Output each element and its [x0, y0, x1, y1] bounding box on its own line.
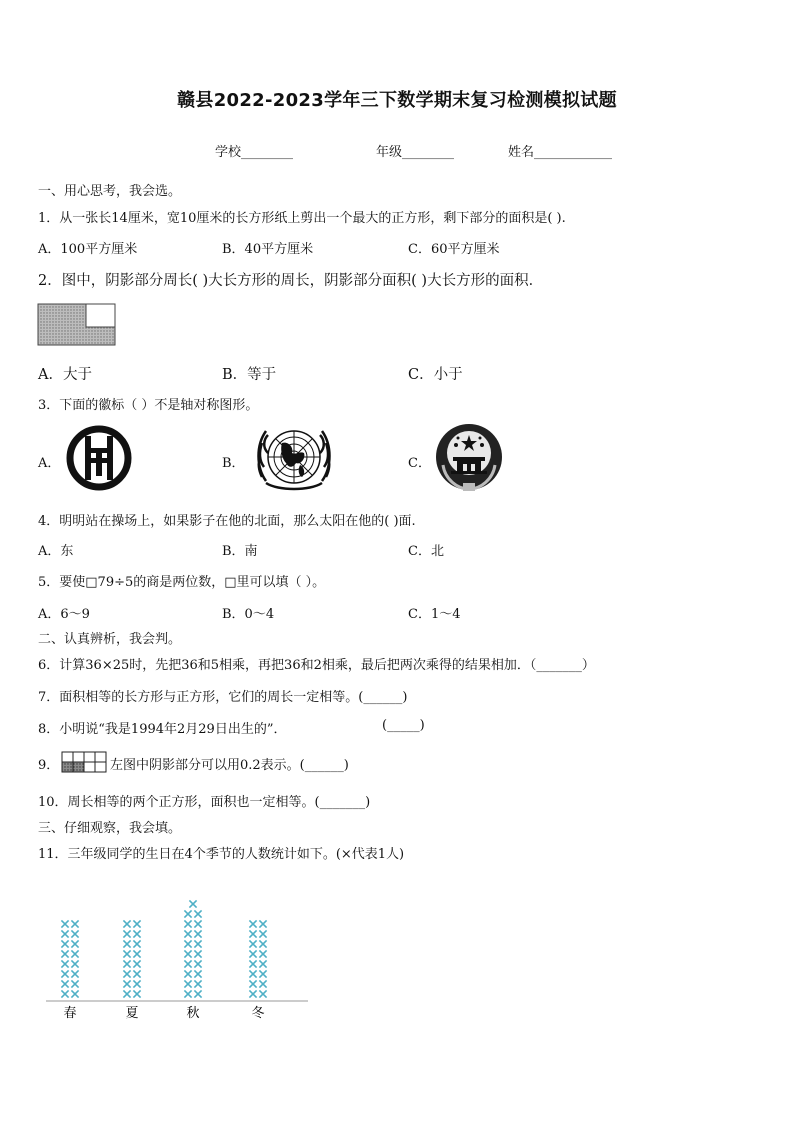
pictograph-x-mark [259, 980, 266, 987]
pictograph-x-mark [61, 960, 68, 967]
pictograph-x-mark [123, 940, 130, 947]
pictograph-x-mark [259, 940, 266, 947]
pictograph-x-mark [71, 990, 78, 997]
pictograph-x-mark [71, 960, 78, 967]
pictograph-x-mark [133, 960, 140, 967]
q1-stem: 1．从一张长14厘米，宽10厘米的长方形纸上剪出一个最大的正方形，剩下部分的面积是( ). [38, 211, 566, 226]
birthday-season-pictograph [40, 870, 320, 1026]
q7-stem: 7．面积相等的长方形与正方形，它们的周长一定相等。(______) [38, 690, 408, 705]
pictograph-x-mark [61, 930, 68, 937]
pictograph-x-mark [71, 980, 78, 987]
pictograph-x-mark [184, 910, 191, 917]
name-field[interactable]: 姓名____________ [508, 145, 613, 160]
q1-option-b[interactable]: B．40平方厘米 [222, 242, 314, 257]
pictograph-x-mark [249, 930, 256, 937]
q4-stem: 4．明明站在操场上，如果影子在他的北面，那么太阳在他的( )面. [38, 514, 416, 529]
q5-option-a[interactable]: A．6～9 [38, 607, 90, 622]
national-emblem-icon [433, 421, 505, 495]
page-title: 赣县2022-2023学年三下数学期末复习检测模拟试题 [177, 90, 617, 111]
q5-option-b[interactable]: B．0～4 [222, 607, 275, 622]
q9-number: 9． [38, 758, 60, 773]
pictograph-x-mark [133, 950, 140, 957]
q6-stem: 6．计算36×25时，先把36和5相乘，再把36和2相乘，最后把两次乘得的结果相加．（_______） [38, 658, 595, 673]
pictograph-x-mark [249, 990, 256, 997]
pictograph-x-mark [249, 940, 256, 947]
pictograph-category-label: 春 [63, 1006, 77, 1021]
pictograph-x-mark [184, 940, 191, 947]
q5-option-c[interactable]: C．1～4 [408, 607, 461, 622]
pictograph-x-mark [184, 920, 191, 927]
pictograph-x-mark [194, 990, 201, 997]
pictograph-x-mark [184, 950, 191, 957]
q5-stem: 5．要使□79÷5的商是两位数，□里可以填（ ）。 [38, 575, 326, 590]
pictograph-x-mark [133, 940, 140, 947]
pictograph-x-mark [71, 940, 78, 947]
q3-option-c[interactable]: C． [408, 456, 431, 471]
un-emblem-icon [248, 419, 340, 497]
pictograph-x-mark [259, 920, 266, 927]
q2-option-c[interactable]: C．小于 [408, 367, 463, 383]
pictograph-x-mark [194, 910, 201, 917]
pictograph-x-mark [189, 900, 196, 907]
q1-option-a[interactable]: A．100平方厘米 [38, 242, 138, 257]
q2-stem: 2．图中，阴影部分周长( )大长方形的周长，阴影部分面积( )大长方形的面积． [38, 273, 544, 289]
pictograph-x-mark [184, 970, 191, 977]
q3-option-b[interactable]: B． [222, 456, 245, 471]
q8-answer-blank[interactable]: (_____) [382, 718, 425, 733]
pictograph-x-mark [184, 930, 191, 937]
q10-stem: 10．周长相等的两个正方形，面积也一定相等。(_______) [38, 795, 371, 810]
pictograph-x-mark [61, 940, 68, 947]
pictograph-x-mark [61, 920, 68, 927]
pictograph-category-label: 秋 [186, 1006, 200, 1021]
pictograph-x-mark [123, 990, 130, 997]
pictograph-x-mark [249, 970, 256, 977]
section-3-heading: 三、仔细观察，我会填。 [38, 821, 182, 836]
section-1-heading: 一、用心思考，我会选。 [38, 184, 182, 199]
pictograph-x-mark [133, 970, 140, 977]
pictograph-x-mark [71, 930, 78, 937]
pictograph-x-mark [194, 930, 201, 937]
pictograph-x-mark [133, 990, 140, 997]
q3-stem: 3．下面的徽标（ ）不是轴对称图形。 [38, 398, 259, 413]
q4-option-b[interactable]: B．南 [222, 544, 258, 559]
pictograph-category-label: 夏 [125, 1006, 139, 1021]
pictograph-x-mark [194, 980, 201, 987]
q11-stem: 11．三年级同学的生日在4个季节的人数统计如下。(×代表1人) [38, 847, 405, 862]
pictograph-x-mark [123, 980, 130, 987]
q1-option-c[interactable]: C．60平方厘米 [408, 242, 500, 257]
pictograph-x-mark [259, 960, 266, 967]
pictograph-x-mark [249, 920, 256, 927]
school-field[interactable]: 学校________ [215, 145, 294, 160]
pictograph-x-mark [249, 960, 256, 967]
pictograph-x-mark [123, 920, 130, 927]
pictograph-x-mark [194, 950, 201, 957]
pictograph-x-mark [184, 990, 191, 997]
pictograph-x-mark [194, 970, 201, 977]
pictograph-x-mark [194, 940, 201, 947]
pictograph-x-mark [249, 950, 256, 957]
pictograph-x-mark [61, 970, 68, 977]
pictograph-category-label: 冬 [251, 1006, 265, 1021]
pictograph-x-mark [259, 950, 266, 957]
q3-option-a[interactable]: A． [38, 456, 61, 471]
pictograph-x-mark [184, 980, 191, 987]
pictograph-x-mark [123, 930, 130, 937]
grade-field[interactable]: 年级________ [376, 145, 455, 160]
pictograph-x-mark [61, 990, 68, 997]
q8-stem: 8．小明说“我是1994年2月29日出生的”． [38, 722, 287, 737]
pictograph-x-mark [133, 980, 140, 987]
q4-option-a[interactable]: A．东 [38, 544, 74, 559]
pictograph-x-mark [259, 930, 266, 937]
pictograph-x-mark [194, 920, 201, 927]
pictograph-x-mark [123, 960, 130, 967]
q2-shaded-rectangle-figure [37, 303, 117, 347]
pictograph-x-mark [133, 920, 140, 927]
pictograph-x-mark [71, 920, 78, 927]
section-2-heading: 二、认真辨析，我会判。 [38, 632, 182, 647]
pictograph-x-mark [259, 990, 266, 997]
pictograph-x-mark [61, 980, 68, 987]
q2-option-b[interactable]: B．等于 [222, 367, 277, 383]
q4-option-c[interactable]: C．北 [408, 544, 444, 559]
pictograph-x-mark [133, 930, 140, 937]
q9-grid-figure [61, 751, 107, 773]
bank-logo-icon [63, 422, 135, 494]
q9-stem: 左图中阴影部分可以用0.2表示。(______) [110, 758, 349, 773]
pictograph-x-mark [61, 950, 68, 957]
pictograph-x-mark [71, 950, 78, 957]
pictograph-x-mark [123, 970, 130, 977]
pictograph-x-mark [259, 970, 266, 977]
q2-option-a[interactable]: A．大于 [38, 367, 92, 383]
pictograph-x-mark [184, 960, 191, 967]
pictograph-x-mark [71, 970, 78, 977]
pictograph-x-mark [123, 950, 130, 957]
pictograph-x-mark [249, 980, 256, 987]
pictograph-x-mark [194, 960, 201, 967]
